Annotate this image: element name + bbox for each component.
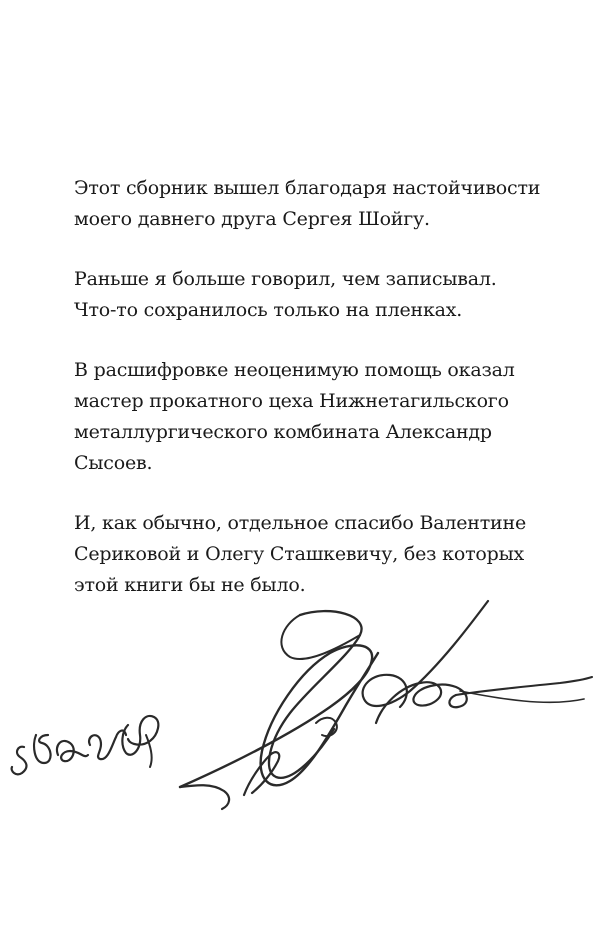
text-line: металлургического комбината Александр (74, 421, 492, 443)
text-line: мастер прокатного цеха Нижнетагильского (74, 390, 509, 412)
acknowledgement-text (74, 173, 574, 630)
signature-stroke (180, 785, 229, 809)
text-line: Раньше я больше говорил, чем записывал. (74, 268, 497, 290)
signature-stroke (180, 645, 378, 787)
text-line: Сысоев. (74, 452, 153, 474)
signature-stroke (363, 601, 488, 707)
text-line: Сериковой и Олегу Сташкевичу, без которых (74, 543, 525, 565)
paragraph-4 (74, 508, 574, 601)
text-line: моего давнего друга Сергея Шойгу. (74, 208, 430, 230)
signature-stroke (57, 741, 88, 761)
text-line: В расшифровке неоценимую помощь оказал (74, 359, 515, 381)
text-line: Что-то сохранилось только на пленках. (74, 299, 463, 321)
paragraph-1 (74, 173, 574, 235)
paragraph-3 (74, 355, 574, 479)
signature-stroke (12, 747, 27, 775)
text-line: И, как обычно, отдельное спасибо Валентине (74, 512, 527, 534)
signature-stroke (89, 731, 126, 760)
signature-stroke (122, 716, 158, 755)
paragraph-2 (74, 264, 574, 326)
signature-stroke (34, 735, 51, 763)
handwritten-signature (0, 595, 600, 820)
text-line: Этот сборник вышел благодаря настойчивости (74, 177, 541, 199)
signature-stroke (456, 677, 592, 695)
text-line: этой книги бы не было. (74, 574, 306, 596)
